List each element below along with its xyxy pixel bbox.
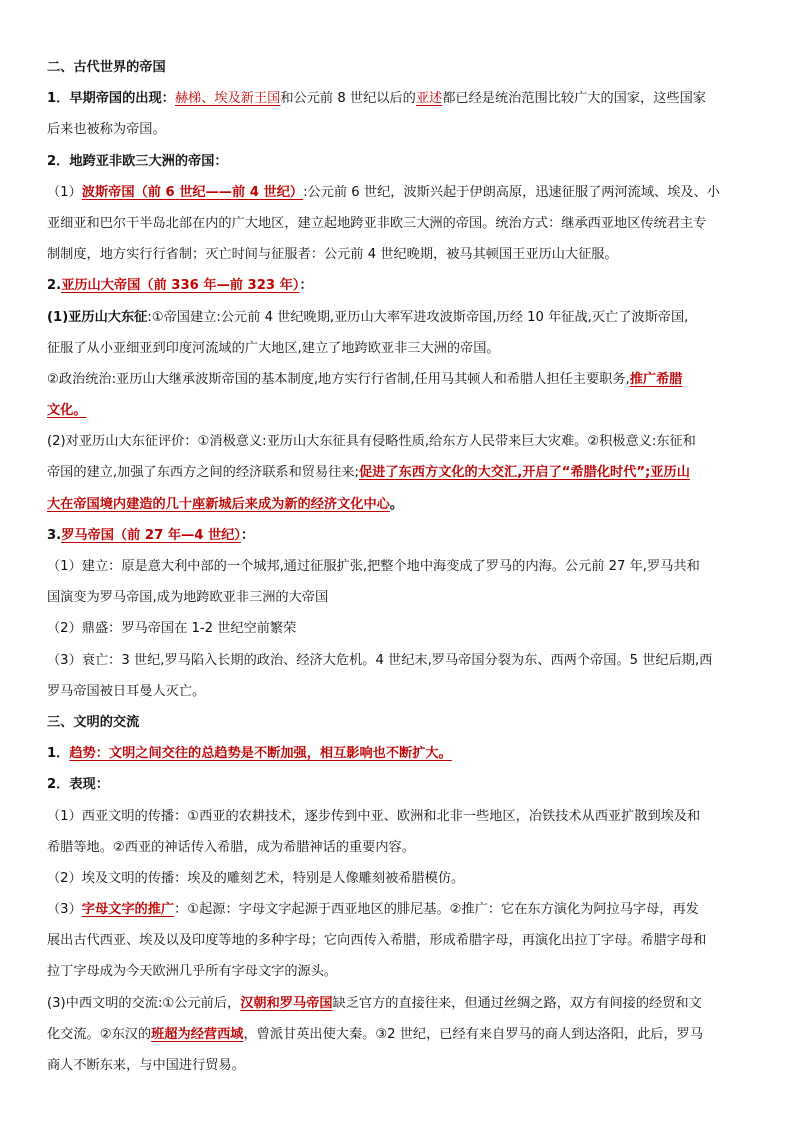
highlight-roman-empire: 罗马帝国（前 27 年—4 世纪） — [61, 527, 241, 543]
text: 化交流。②东汉的 — [47, 1026, 152, 1042]
text: 都已经是统治范围比较广大的国家，这些国家 — [442, 91, 706, 107]
highlight-new-cities: 大在帝国境内建造的几十座新城后来成为新的经济文化中心 — [47, 496, 390, 512]
text: ②政治统治:亚历山大继承波斯帝国的基本制度,地方实行行省制,任用马其顿人和希腊人担任主要职务, — [47, 371, 630, 387]
persian-empire-line-1 — [47, 177, 755, 208]
alphabet-line-1 — [47, 894, 755, 925]
highlight-hellenistic-era: 促进了东西方文化的大交汇,开启了“希腊化时代”;亚历山 — [358, 465, 690, 481]
early-empires-line-2: 后来也被称为帝国。 — [47, 122, 166, 138]
text: ，曾派甘英出使大秦。③2 世纪，已经有来自罗马的商人到达洛阳，此后，罗马 — [243, 1026, 704, 1042]
text: (3)中西文明的交流:①公元前后， — [47, 995, 241, 1011]
highlight-assyria: 亚述 — [415, 91, 443, 107]
num: 2. — [47, 278, 62, 294]
colon: ： — [299, 278, 313, 294]
china-west-line-3: 商人不断东来，与中国进行贸易。 — [47, 1058, 245, 1073]
highlight-alexander-empire: 亚历山大帝国（前 336 年—前 323 年） — [61, 278, 300, 294]
persian-empire-line-2: 亚细亚和巴尔干半岛北部在内的广大地区，建立起地跨亚非欧三大洲的帝国。统治方式：继承西亚地区传统君主专 — [47, 215, 707, 231]
highlight-han-rome: 汉朝和罗马帝国 — [240, 995, 333, 1011]
roman-decline-line-1: （3）衰亡：3 世纪,罗马陷入长期的政治、经济大危机。4 世纪末,罗马帝国分裂为东、西两个帝国。5 世纪后期,西 — [47, 652, 713, 668]
num: （3） — [47, 902, 82, 918]
roman-decline-line-2: 罗马帝国被日耳曼人灭亡。 — [47, 683, 206, 699]
text: 和公元前 8 世纪以后的 — [280, 91, 416, 107]
persian-empire-line-3: 制制度，地方实行行省制；灭亡时间与征服者：公元前 4 世纪晚期，被马其顿国王亚历山大征服。 — [47, 247, 618, 263]
text: ：①起源：字母文字起源于西亚地区的腓尼基。②推广：它在东方演化为阿拉马字母，再发 — [174, 902, 699, 918]
num: 1． — [47, 746, 70, 762]
west-asia-line-2: 希腊等地。②西亚的神话传入希腊，成为希腊神话的重要内容。 — [47, 839, 415, 855]
alphabet-line-2: 展出古代西亚、埃及以及印度等地的多种字母；它向西传入希腊，形成希腊字母，再演化出拉丁字母。希腊字母和 — [47, 933, 707, 949]
alexander-empire-heading — [47, 270, 755, 301]
alexander-campaign-line-1 — [47, 302, 755, 333]
west-asia-line-1: （1）西亚文明的传播：①西亚的农耕技术，逐步传到中亚、欧洲和北非一些地区，冶铁技术从西亚扩散到埃及和 — [47, 808, 701, 824]
text: 缺乏官方的直接往来，但通过丝绸之路，双方有间接的经贸和文 — [332, 995, 702, 1011]
num: （1） — [47, 184, 82, 200]
roman-founding-line-1: （1）建立：原是意大利中部的一个城邦,通过征服扩张,把整个地中海变成了罗马的内海。公元前 27 年,罗马共和 — [47, 559, 700, 574]
text: :公元前 6 世纪，波斯兴起于伊朗高原，迅速征服了两河流域、埃及、小 — [303, 184, 720, 200]
alexander-campaign-line-2: 征服了从小亚细亚到印度河流域的广大地区,建立了地跨欧亚非三大洲的帝国。 — [47, 340, 500, 356]
early-empires-label: 1．早期帝国的出现： — [47, 91, 175, 107]
highlight-ban-chao: 班超为经营西域 — [151, 1026, 244, 1042]
period: 。 — [389, 496, 404, 512]
roman-empire-heading — [47, 520, 755, 551]
trend-line — [47, 738, 755, 769]
alexander-evaluation-line-1: (2)对亚历山大东征评价：①消极意义:亚历山大东征具有侵略性质,给东方人民带来巨大灾难。②积极意义:东征和 — [47, 434, 696, 450]
alexander-rule-line-1 — [47, 364, 755, 395]
highlight-persian-empire: 波斯帝国（前 6 世纪——前 4 世纪） — [81, 184, 304, 200]
manifestation-label: 2．表现： — [47, 777, 109, 793]
colon: ： — [240, 527, 255, 543]
three-continent-empires-label: 2．地跨亚非欧三大洲的帝国： — [47, 153, 228, 169]
egypt-line: （2）埃及文明的传播：埃及的雕刻艺术，特别是人像雕刻被希腊模仿。 — [47, 870, 465, 886]
alexander-evaluation-line-2 — [47, 457, 755, 488]
alphabet-line-3: 拉丁字母成为今天欧洲几乎所有字母文字的源头。 — [47, 964, 338, 980]
roman-peak-line: （2）鼎盛：罗马帝国在 1-2 世纪空前繁荣 — [47, 621, 297, 637]
section-heading-civilization-exchange: 三、文明的交流 — [47, 714, 140, 730]
document-page — [47, 52, 755, 1081]
china-west-line-1 — [47, 988, 755, 1019]
num: 3. — [47, 527, 62, 543]
alexander-rule-line-2 — [47, 395, 755, 426]
highlight-trend: 趋势：文明之间交往的总趋势是不断加强，相互影响也不断扩大。 — [69, 746, 452, 762]
early-empires-line-1 — [47, 83, 755, 114]
china-west-line-2 — [47, 1019, 755, 1050]
highlight-greek-culture-end: 文化。 — [47, 403, 87, 419]
roman-founding-line-2: 国演变为罗马帝国,成为地跨欧亚非三洲的大帝国 — [47, 590, 329, 606]
alexander-campaign-label: (1)亚历山大东征 — [47, 309, 148, 325]
section-heading-ancient-empires: 二、古代世界的帝国 — [47, 60, 166, 75]
highlight-alphabet-spread: 字母文字的推广 — [81, 902, 175, 918]
text: 帝国的建立,加强了东西方之间的经济联系和贸易往来; — [47, 465, 359, 481]
highlight-hittite-egypt: 赫梯、埃及新王国 — [174, 91, 281, 107]
text: :①帝国建立:公元前 4 世纪晚期,亚历山大率军进攻波斯帝国,历经 10 年征战,灭亡了波斯帝国, — [147, 309, 689, 325]
alexander-evaluation-line-3 — [47, 489, 755, 520]
highlight-greek-culture: 推广希腊 — [629, 371, 683, 387]
